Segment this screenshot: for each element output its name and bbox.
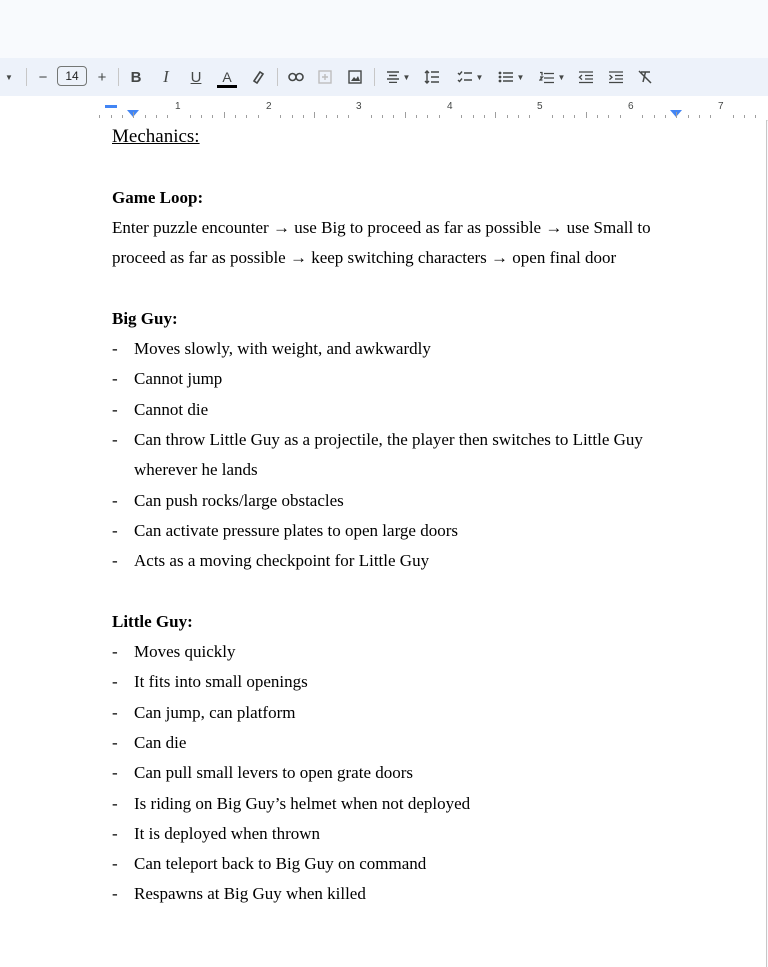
ruler-tick [280,115,281,118]
ruler-tick [156,115,157,118]
game-loop-heading: Game Loop: [112,187,204,207]
ruler-tick [552,115,553,118]
ruler-tick [484,115,485,118]
page-title: Mechanics: [112,126,200,147]
ruler-tick [405,112,406,118]
game-loop-line: proceed as far as possible → keep switching characters → open final door [112,248,617,268]
highlight-color-button[interactable] [249,58,267,96]
ruler-tick [111,115,112,118]
ruler-tick [348,115,349,118]
document-page[interactable] [0,120,767,967]
bulleted-list-icon [498,71,514,83]
toolbar-divider [277,68,278,86]
clear-formatting-button[interactable] [636,58,654,96]
comment-plus-icon [318,70,332,84]
ruler-tick [133,112,134,118]
text-color-button[interactable] [216,58,238,96]
clear-formatting-icon [638,70,652,84]
ruler-tick [427,115,428,118]
link-icon [288,72,304,82]
ruler-tick [676,112,677,118]
ruler-number: 3 [356,101,362,112]
ruler-tick [608,115,609,118]
decrease-font-size-button[interactable]: − [38,68,48,86]
ruler-tick [292,115,293,118]
ruler-tick [574,115,575,118]
ruler-tick [190,115,191,118]
ruler-tick [665,115,666,118]
image-icon [348,70,362,84]
ruler-tick [224,112,225,118]
increase-indent-icon [608,71,624,84]
ruler-tick [699,115,700,118]
toolbar-divider [118,68,119,86]
ruler-tick [258,115,259,118]
ruler-tick [688,115,689,118]
ruler-number: 2 [266,101,272,112]
text-color-swatch [217,85,237,88]
list-item: - Can throw Little Guy as a projectile, the player then switches to Little Guy wherever he lands [112,425,682,486]
list-item: - Can push rocks/large obstacles [112,486,682,516]
ruler-tick [393,115,394,118]
line-spacing-button[interactable] [422,58,442,96]
list-item: - Moves quickly [112,637,682,667]
ruler-tick [597,115,598,118]
top-bar [0,0,768,58]
ruler-tick [461,115,462,118]
little-guy-list [112,637,682,910]
ruler-tick [167,115,168,118]
game-loop-line: Enter puzzle encounter → use Big to proceed as far as possible → use Small to [112,217,651,237]
align-center-icon [386,71,400,83]
big-guy-heading: Big Guy: [112,308,178,328]
chevron-down-icon: ▼ [402,72,411,82]
horizontal-ruler [0,96,768,121]
toolbar-divider [26,68,27,86]
increase-font-size-button[interactable]: + [97,68,107,86]
list-item: - Can activate pressure plates to open large doors [112,516,682,546]
numbered-list-button[interactable] [535,58,569,96]
list-item: - Cannot die [112,395,682,425]
line-spacing-icon [424,70,440,84]
ruler-tick [145,115,146,118]
ruler-tick [620,115,621,118]
formatting-toolbar [0,58,768,96]
chevron-down-icon: ▼ [5,72,13,82]
ruler-number: 4 [447,101,453,112]
ruler-tick [303,115,304,118]
ruler-tick [654,115,655,118]
increase-indent-button[interactable] [606,58,626,96]
font-dropdown-caret[interactable] [2,58,16,96]
ruler-tick [371,115,372,118]
list-item: - Respawns at Big Guy when killed [112,879,682,909]
ruler-tick [326,115,327,118]
ruler-number: 6 [628,101,634,112]
ruler-tick [507,115,508,118]
ruler-tick [755,115,756,118]
font-size-input[interactable]: 14 [57,66,87,86]
ruler-number: 7 [718,101,724,112]
ruler-tick [586,112,587,118]
ruler-tick [314,112,315,118]
bold-button[interactable]: B [130,68,142,86]
list-item: - Can die [112,728,682,758]
bulleted-list-button[interactable] [494,58,528,96]
insert-link-button[interactable] [286,58,306,96]
ruler-number: 5 [537,101,543,112]
ruler-tick [235,115,236,118]
ruler-tick [212,115,213,118]
first-line-indent-marker[interactable] [105,105,117,108]
decrease-indent-icon [578,71,594,84]
numbered-list-icon [539,71,555,84]
little-guy-heading: Little Guy: [112,611,193,631]
ruler-tick [473,115,474,118]
ruler-tick [642,115,643,118]
ruler-tick [733,115,734,118]
chevron-down-icon: ▼ [516,72,525,82]
list-item: - Cannot jump [112,364,682,394]
list-item: - Can teleport back to Big Guy on command [112,849,682,879]
ruler-tick [439,115,440,118]
list-item: - Is riding on Big Guy’s helmet when not deployed [112,789,682,819]
ruler-number: 1 [175,101,181,112]
ruler-tick [99,115,100,118]
ruler-tick [529,115,530,118]
toolbar-divider [374,68,375,86]
ruler-tick [744,115,745,118]
insert-image-button[interactable] [346,58,364,96]
text-color-label: A [222,69,232,85]
ruler-tick [495,112,496,118]
list-item: - Acts as a moving checkpoint for Little Guy [112,546,682,576]
ruler-tick [710,115,711,118]
list-item: - Can jump, can platform [112,698,682,728]
list-item: - It fits into small openings [112,667,682,697]
ruler-tick [563,115,564,118]
ruler-tick [201,115,202,118]
underline-button[interactable]: U [190,68,202,86]
list-item: - It is deployed when thrown [112,819,682,849]
ruler-tick [246,115,247,118]
checklist-icon [457,70,473,84]
ruler-tick [518,115,519,118]
big-guy-list [112,334,682,576]
list-item: - Can pull small levers to open grate doors [112,758,682,788]
chevron-down-icon: ▼ [557,72,566,82]
decrease-indent-button[interactable] [576,58,596,96]
document-body[interactable] [112,120,682,910]
list-item: - Moves slowly, with weight, and awkwardly [112,334,682,364]
add-comment-button[interactable] [316,58,334,96]
chevron-down-icon: ▼ [475,72,484,82]
checklist-button[interactable] [453,58,487,96]
ruler-tick [382,115,383,118]
italic-button[interactable]: I [163,67,169,86]
align-button[interactable] [383,58,413,96]
ruler-tick [416,115,417,118]
ruler-tick [122,115,123,118]
ruler-tick [337,115,338,118]
highlighter-icon [251,70,265,84]
